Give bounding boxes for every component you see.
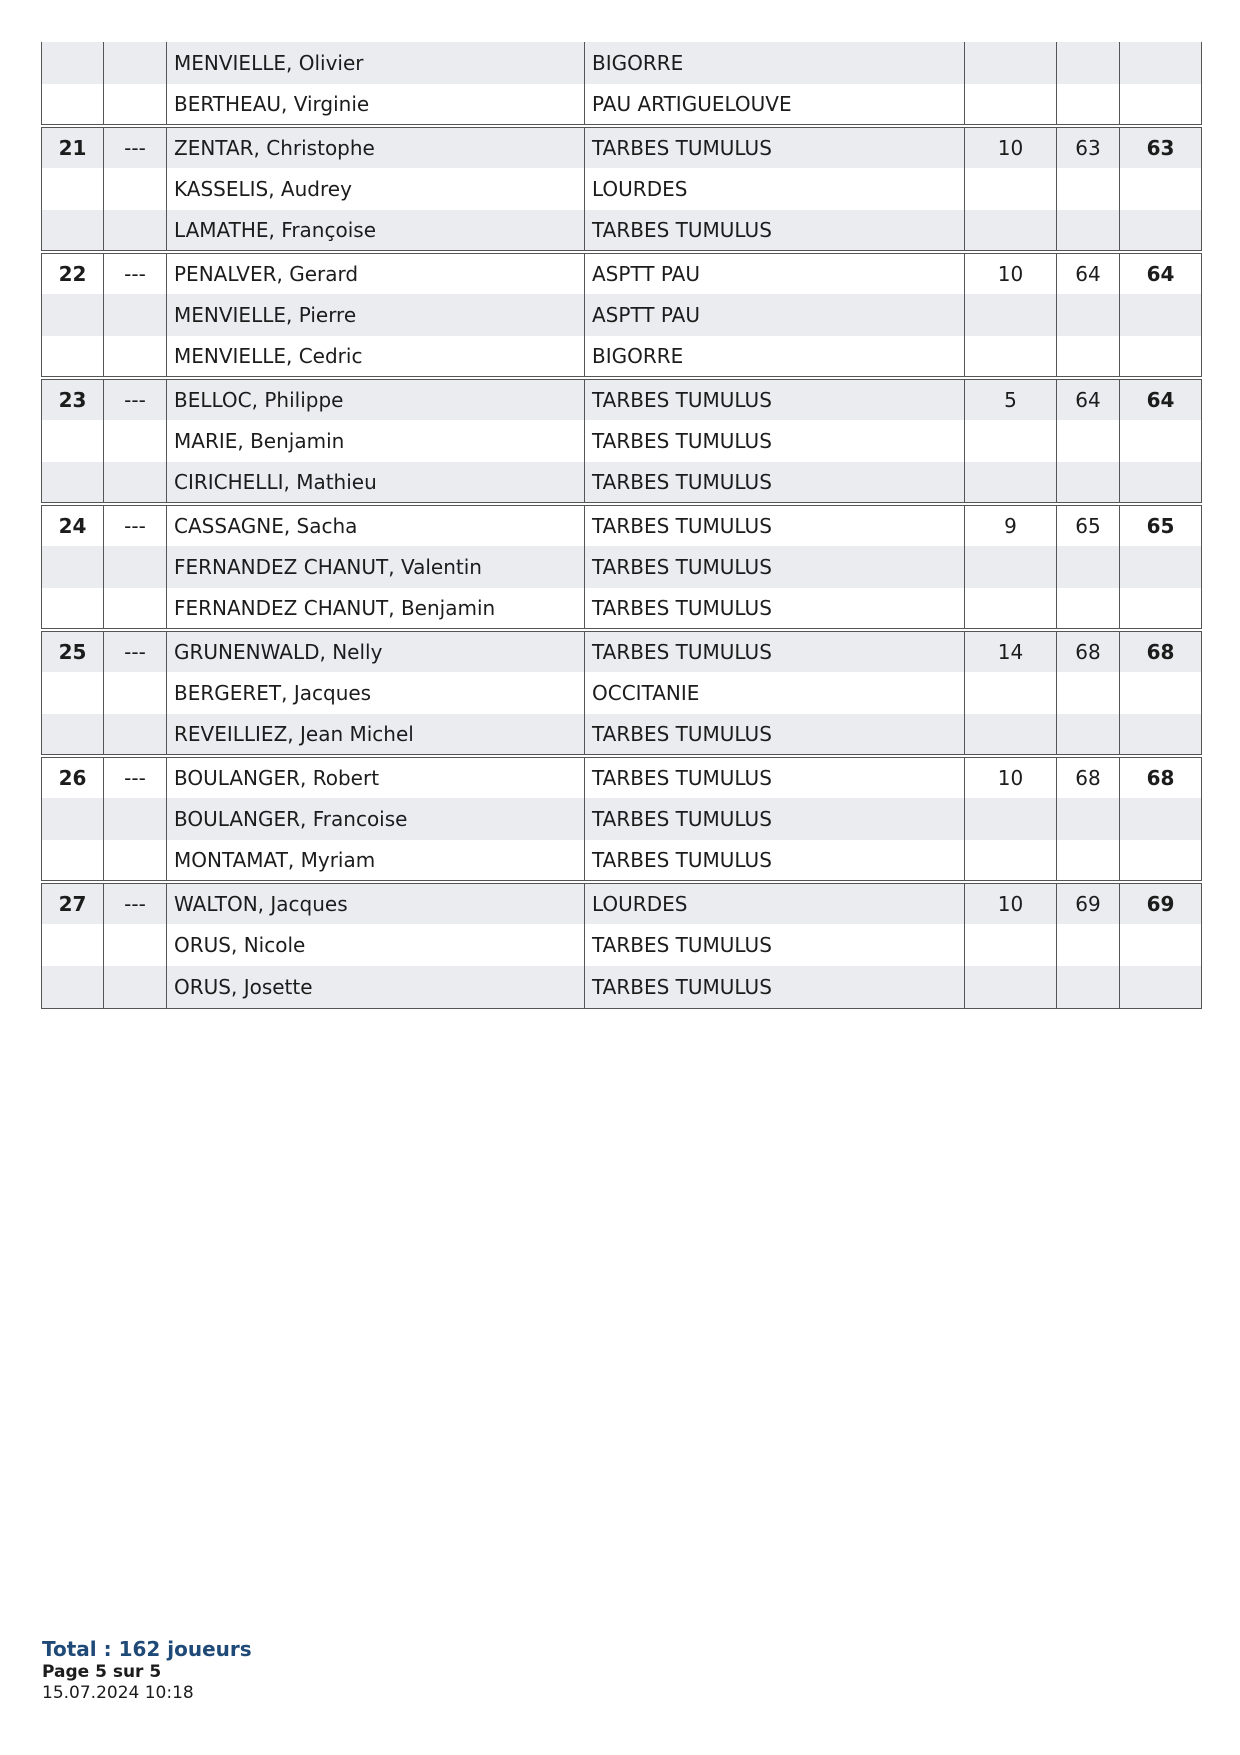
rank-cell bbox=[42, 42, 104, 84]
total-cell bbox=[1120, 462, 1202, 504]
score-cell bbox=[1057, 462, 1120, 504]
total-cell bbox=[1120, 84, 1202, 126]
rank-cell bbox=[42, 210, 104, 252]
club-cell: ASPTT PAU bbox=[585, 252, 965, 294]
rank-cell: 24 bbox=[42, 504, 104, 546]
player-name-cell: KASSELIS, Audrey bbox=[167, 168, 585, 210]
handicap-cell: 14 bbox=[965, 630, 1057, 672]
score-cell: 64 bbox=[1057, 252, 1120, 294]
player-name-cell: FERNANDEZ CHANUT, Benjamin bbox=[167, 588, 585, 630]
extra-cell bbox=[104, 168, 167, 210]
player-name-cell: MONTAMAT, Myriam bbox=[167, 840, 585, 882]
club-cell: TARBES TUMULUS bbox=[585, 546, 965, 588]
score-cell bbox=[1057, 168, 1120, 210]
table-row bbox=[42, 798, 1202, 840]
player-name-cell: MARIE, Benjamin bbox=[167, 420, 585, 462]
handicap-cell bbox=[965, 672, 1057, 714]
score-cell bbox=[1057, 840, 1120, 882]
handicap-cell: 10 bbox=[965, 126, 1057, 168]
score-cell: 64 bbox=[1057, 378, 1120, 420]
handicap-cell bbox=[965, 966, 1057, 1008]
handicap-cell bbox=[965, 840, 1057, 882]
score-cell: 63 bbox=[1057, 126, 1120, 168]
handicap-cell bbox=[965, 798, 1057, 840]
handicap-cell bbox=[965, 84, 1057, 126]
club-cell: TARBES TUMULUS bbox=[585, 504, 965, 546]
extra-cell bbox=[104, 84, 167, 126]
extra-cell: --- bbox=[104, 756, 167, 798]
handicap-cell: 10 bbox=[965, 252, 1057, 294]
score-cell: 69 bbox=[1057, 882, 1120, 924]
player-name-cell: CIRICHELLI, Mathieu bbox=[167, 462, 585, 504]
rank-cell bbox=[42, 798, 104, 840]
score-cell bbox=[1057, 210, 1120, 252]
player-name-cell: BERGERET, Jacques bbox=[167, 672, 585, 714]
score-cell bbox=[1057, 42, 1120, 84]
handicap-cell bbox=[965, 168, 1057, 210]
extra-cell bbox=[104, 714, 167, 756]
handicap-cell: 10 bbox=[965, 882, 1057, 924]
handicap-cell bbox=[965, 924, 1057, 966]
handicap-cell bbox=[965, 420, 1057, 462]
table-row bbox=[42, 924, 1202, 966]
table-row bbox=[42, 336, 1202, 378]
player-name-cell: MENVIELLE, Pierre bbox=[167, 294, 585, 336]
extra-cell bbox=[104, 42, 167, 84]
handicap-cell: 5 bbox=[965, 378, 1057, 420]
handicap-cell bbox=[965, 210, 1057, 252]
extra-cell bbox=[104, 840, 167, 882]
total-cell: 69 bbox=[1120, 882, 1202, 924]
rank-cell bbox=[42, 294, 104, 336]
rank-cell: 21 bbox=[42, 126, 104, 168]
extra-cell bbox=[104, 420, 167, 462]
club-cell: TARBES TUMULUS bbox=[585, 420, 965, 462]
player-name-cell: BELLOC, Philippe bbox=[167, 378, 585, 420]
table-row bbox=[42, 294, 1202, 336]
club-cell: TARBES TUMULUS bbox=[585, 756, 965, 798]
table-row bbox=[42, 210, 1202, 252]
rank-cell: 23 bbox=[42, 378, 104, 420]
total-cell bbox=[1120, 546, 1202, 588]
extra-cell bbox=[104, 462, 167, 504]
score-cell bbox=[1057, 714, 1120, 756]
club-cell: LOURDES bbox=[585, 168, 965, 210]
club-cell: TARBES TUMULUS bbox=[585, 210, 965, 252]
rank-cell bbox=[42, 672, 104, 714]
club-cell: TARBES TUMULUS bbox=[585, 798, 965, 840]
total-cell bbox=[1120, 966, 1202, 1008]
player-name-cell: CASSAGNE, Sacha bbox=[167, 504, 585, 546]
total-players: Total : 162 joueurs bbox=[42, 1637, 252, 1661]
player-name-cell: REVEILLIEZ, Jean Michel bbox=[167, 714, 585, 756]
print-timestamp: 15.07.2024 10:18 bbox=[42, 1683, 194, 1703]
table-row bbox=[42, 42, 1202, 84]
player-name-cell: MENVIELLE, Olivier bbox=[167, 42, 585, 84]
club-cell: TARBES TUMULUS bbox=[585, 966, 965, 1008]
player-name-cell: BOULANGER, Francoise bbox=[167, 798, 585, 840]
total-cell bbox=[1120, 168, 1202, 210]
score-cell: 65 bbox=[1057, 504, 1120, 546]
table-row bbox=[42, 840, 1202, 882]
total-cell bbox=[1120, 336, 1202, 378]
extra-cell bbox=[104, 210, 167, 252]
footer bbox=[42, 1636, 252, 1704]
club-cell: BIGORRE bbox=[585, 42, 965, 84]
handicap-cell bbox=[965, 546, 1057, 588]
rank-cell bbox=[42, 966, 104, 1008]
rank-cell: 27 bbox=[42, 882, 104, 924]
rank-cell bbox=[42, 84, 104, 126]
table-row bbox=[42, 126, 1202, 168]
player-name-cell: PENALVER, Gerard bbox=[167, 252, 585, 294]
score-cell bbox=[1057, 294, 1120, 336]
score-cell bbox=[1057, 420, 1120, 462]
score-cell bbox=[1057, 336, 1120, 378]
table-row bbox=[42, 378, 1202, 420]
player-name-cell: ORUS, Josette bbox=[167, 966, 585, 1008]
score-cell bbox=[1057, 798, 1120, 840]
extra-cell bbox=[104, 966, 167, 1008]
score-cell bbox=[1057, 588, 1120, 630]
extra-cell bbox=[104, 294, 167, 336]
handicap-cell bbox=[965, 42, 1057, 84]
table-row bbox=[42, 84, 1202, 126]
table-row bbox=[42, 630, 1202, 672]
total-cell bbox=[1120, 714, 1202, 756]
extra-cell: --- bbox=[104, 126, 167, 168]
handicap-cell bbox=[965, 294, 1057, 336]
handicap-cell bbox=[965, 714, 1057, 756]
table-row bbox=[42, 420, 1202, 462]
score-cell bbox=[1057, 546, 1120, 588]
table-row bbox=[42, 756, 1202, 798]
handicap-cell bbox=[965, 336, 1057, 378]
rank-cell bbox=[42, 588, 104, 630]
table-row bbox=[42, 966, 1202, 1008]
club-cell: ASPTT PAU bbox=[585, 294, 965, 336]
table-row bbox=[42, 168, 1202, 210]
total-cell: 68 bbox=[1120, 630, 1202, 672]
club-cell: OCCITANIE bbox=[585, 672, 965, 714]
club-cell: TARBES TUMULUS bbox=[585, 630, 965, 672]
extra-cell: --- bbox=[104, 252, 167, 294]
rank-cell bbox=[42, 336, 104, 378]
extra-cell bbox=[104, 546, 167, 588]
total-cell bbox=[1120, 840, 1202, 882]
club-cell: BIGORRE bbox=[585, 336, 965, 378]
club-cell: TARBES TUMULUS bbox=[585, 588, 965, 630]
total-cell bbox=[1120, 294, 1202, 336]
rank-cell bbox=[42, 924, 104, 966]
score-cell bbox=[1057, 672, 1120, 714]
total-cell: 64 bbox=[1120, 252, 1202, 294]
player-name-cell: WALTON, Jacques bbox=[167, 882, 585, 924]
player-name-cell: GRUNENWALD, Nelly bbox=[167, 630, 585, 672]
total-cell bbox=[1120, 924, 1202, 966]
extra-cell: --- bbox=[104, 882, 167, 924]
results-table bbox=[41, 42, 1202, 1009]
handicap-cell bbox=[965, 588, 1057, 630]
rank-cell bbox=[42, 714, 104, 756]
club-cell: TARBES TUMULUS bbox=[585, 126, 965, 168]
extra-cell: --- bbox=[104, 504, 167, 546]
table-row bbox=[42, 462, 1202, 504]
score-cell: 68 bbox=[1057, 630, 1120, 672]
table-row bbox=[42, 672, 1202, 714]
total-cell: 65 bbox=[1120, 504, 1202, 546]
player-name-cell: ORUS, Nicole bbox=[167, 924, 585, 966]
page-number: Page 5 sur 5 bbox=[42, 1662, 162, 1682]
club-cell: TARBES TUMULUS bbox=[585, 462, 965, 504]
extra-cell bbox=[104, 924, 167, 966]
score-cell bbox=[1057, 924, 1120, 966]
extra-cell bbox=[104, 336, 167, 378]
rank-cell bbox=[42, 546, 104, 588]
club-cell: TARBES TUMULUS bbox=[585, 714, 965, 756]
player-name-cell: LAMATHE, Françoise bbox=[167, 210, 585, 252]
player-name-cell: BOULANGER, Robert bbox=[167, 756, 585, 798]
extra-cell: --- bbox=[104, 630, 167, 672]
score-cell bbox=[1057, 84, 1120, 126]
rank-cell: 22 bbox=[42, 252, 104, 294]
handicap-cell: 10 bbox=[965, 756, 1057, 798]
rank-cell bbox=[42, 168, 104, 210]
total-cell: 64 bbox=[1120, 378, 1202, 420]
player-name-cell: MENVIELLE, Cedric bbox=[167, 336, 585, 378]
table-row bbox=[42, 252, 1202, 294]
table-row bbox=[42, 714, 1202, 756]
club-cell: TARBES TUMULUS bbox=[585, 840, 965, 882]
score-cell bbox=[1057, 966, 1120, 1008]
rank-cell bbox=[42, 462, 104, 504]
handicap-cell: 9 bbox=[965, 504, 1057, 546]
total-cell bbox=[1120, 210, 1202, 252]
extra-cell bbox=[104, 588, 167, 630]
score-cell: 68 bbox=[1057, 756, 1120, 798]
rank-cell bbox=[42, 420, 104, 462]
table-row bbox=[42, 504, 1202, 546]
rank-cell bbox=[42, 840, 104, 882]
extra-cell bbox=[104, 672, 167, 714]
table-row bbox=[42, 546, 1202, 588]
club-cell: PAU ARTIGUELOUVE bbox=[585, 84, 965, 126]
player-name-cell: ZENTAR, Christophe bbox=[167, 126, 585, 168]
total-cell bbox=[1120, 672, 1202, 714]
total-cell bbox=[1120, 798, 1202, 840]
total-cell: 63 bbox=[1120, 126, 1202, 168]
club-cell: TARBES TUMULUS bbox=[585, 924, 965, 966]
table-row bbox=[42, 882, 1202, 924]
club-cell: LOURDES bbox=[585, 882, 965, 924]
extra-cell: --- bbox=[104, 378, 167, 420]
handicap-cell bbox=[965, 462, 1057, 504]
total-cell: 68 bbox=[1120, 756, 1202, 798]
extra-cell bbox=[104, 798, 167, 840]
total-cell bbox=[1120, 42, 1202, 84]
total-cell bbox=[1120, 588, 1202, 630]
player-name-cell: FERNANDEZ CHANUT, Valentin bbox=[167, 546, 585, 588]
club-cell: TARBES TUMULUS bbox=[585, 378, 965, 420]
rank-cell: 25 bbox=[42, 630, 104, 672]
rank-cell: 26 bbox=[42, 756, 104, 798]
player-name-cell: BERTHEAU, Virginie bbox=[167, 84, 585, 126]
table-row bbox=[42, 588, 1202, 630]
total-cell bbox=[1120, 420, 1202, 462]
